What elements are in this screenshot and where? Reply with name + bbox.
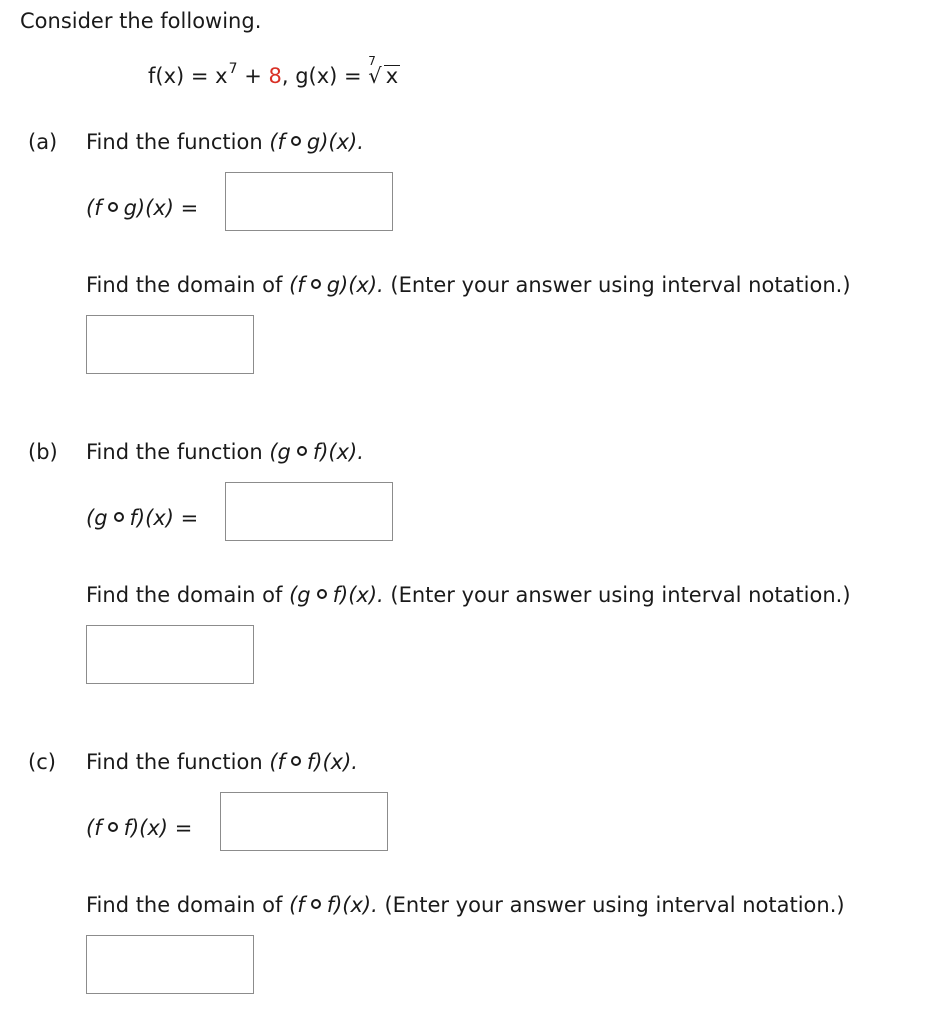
part-c-label: (c)	[28, 750, 56, 774]
part-c-expression: (f f)(x) =	[86, 816, 193, 840]
part-b-label: (b)	[28, 440, 58, 464]
part-a-function-input[interactable]	[226, 173, 392, 230]
part-c-function-answer-box[interactable]	[220, 792, 388, 851]
g-definition-lhs: , g(x) =	[281, 64, 369, 88]
composition-icon	[297, 446, 307, 456]
part-a-question: Find the function (f g)(x).	[86, 130, 364, 154]
composition-icon	[114, 512, 124, 522]
composition-icon	[291, 756, 301, 766]
part-c-domain-answer-box[interactable]	[86, 935, 254, 994]
part-c-domain-question: Find the domain of (f f)(x). (Enter your answer using interval notation.)	[86, 893, 845, 917]
f-constant: 8	[268, 64, 282, 88]
part-c-domain-input[interactable]	[87, 936, 253, 993]
part-b-domain-input[interactable]	[87, 626, 253, 683]
part-a-domain-answer-box[interactable]	[86, 315, 254, 374]
part-a-label: (a)	[28, 130, 58, 154]
composition-icon	[108, 822, 118, 832]
part-a-domain-question: Find the domain of (f g)(x). (Enter your answer using interval notation.)	[86, 273, 851, 297]
plus-sign: +	[237, 64, 269, 88]
part-b-domain-question: Find the domain of (g f)(x). (Enter your answer using interval notation.)	[86, 583, 851, 607]
part-c-question: Find the function (f f)(x).	[86, 750, 358, 774]
composition-icon	[311, 899, 321, 909]
part-b-function-answer-box[interactable]	[225, 482, 393, 541]
part-a-function-answer-box[interactable]	[225, 172, 393, 231]
composition-icon	[108, 202, 118, 212]
given-functions	[148, 54, 400, 88]
composition-icon	[317, 589, 327, 599]
part-b-domain-answer-box[interactable]	[86, 625, 254, 684]
root-index: 7	[368, 54, 376, 68]
seventh-root	[368, 54, 400, 88]
part-b-question: Find the function (g f)(x).	[86, 440, 364, 464]
part-c-function-input[interactable]	[221, 793, 387, 850]
part-b-function-input[interactable]	[226, 483, 392, 540]
part-a-expression: (f g)(x) =	[86, 196, 199, 220]
f-definition-lhs: f(x) = x	[148, 64, 228, 88]
f-exponent: 7	[228, 61, 238, 77]
part-a-domain-input[interactable]	[87, 316, 253, 373]
part-b-expression: (g f)(x) =	[86, 506, 199, 530]
composition-icon	[291, 136, 301, 146]
intro-text: Consider the following.	[20, 9, 262, 33]
radicand: x	[385, 64, 399, 88]
radical-sign: √	[368, 64, 382, 88]
composition-icon	[311, 279, 321, 289]
